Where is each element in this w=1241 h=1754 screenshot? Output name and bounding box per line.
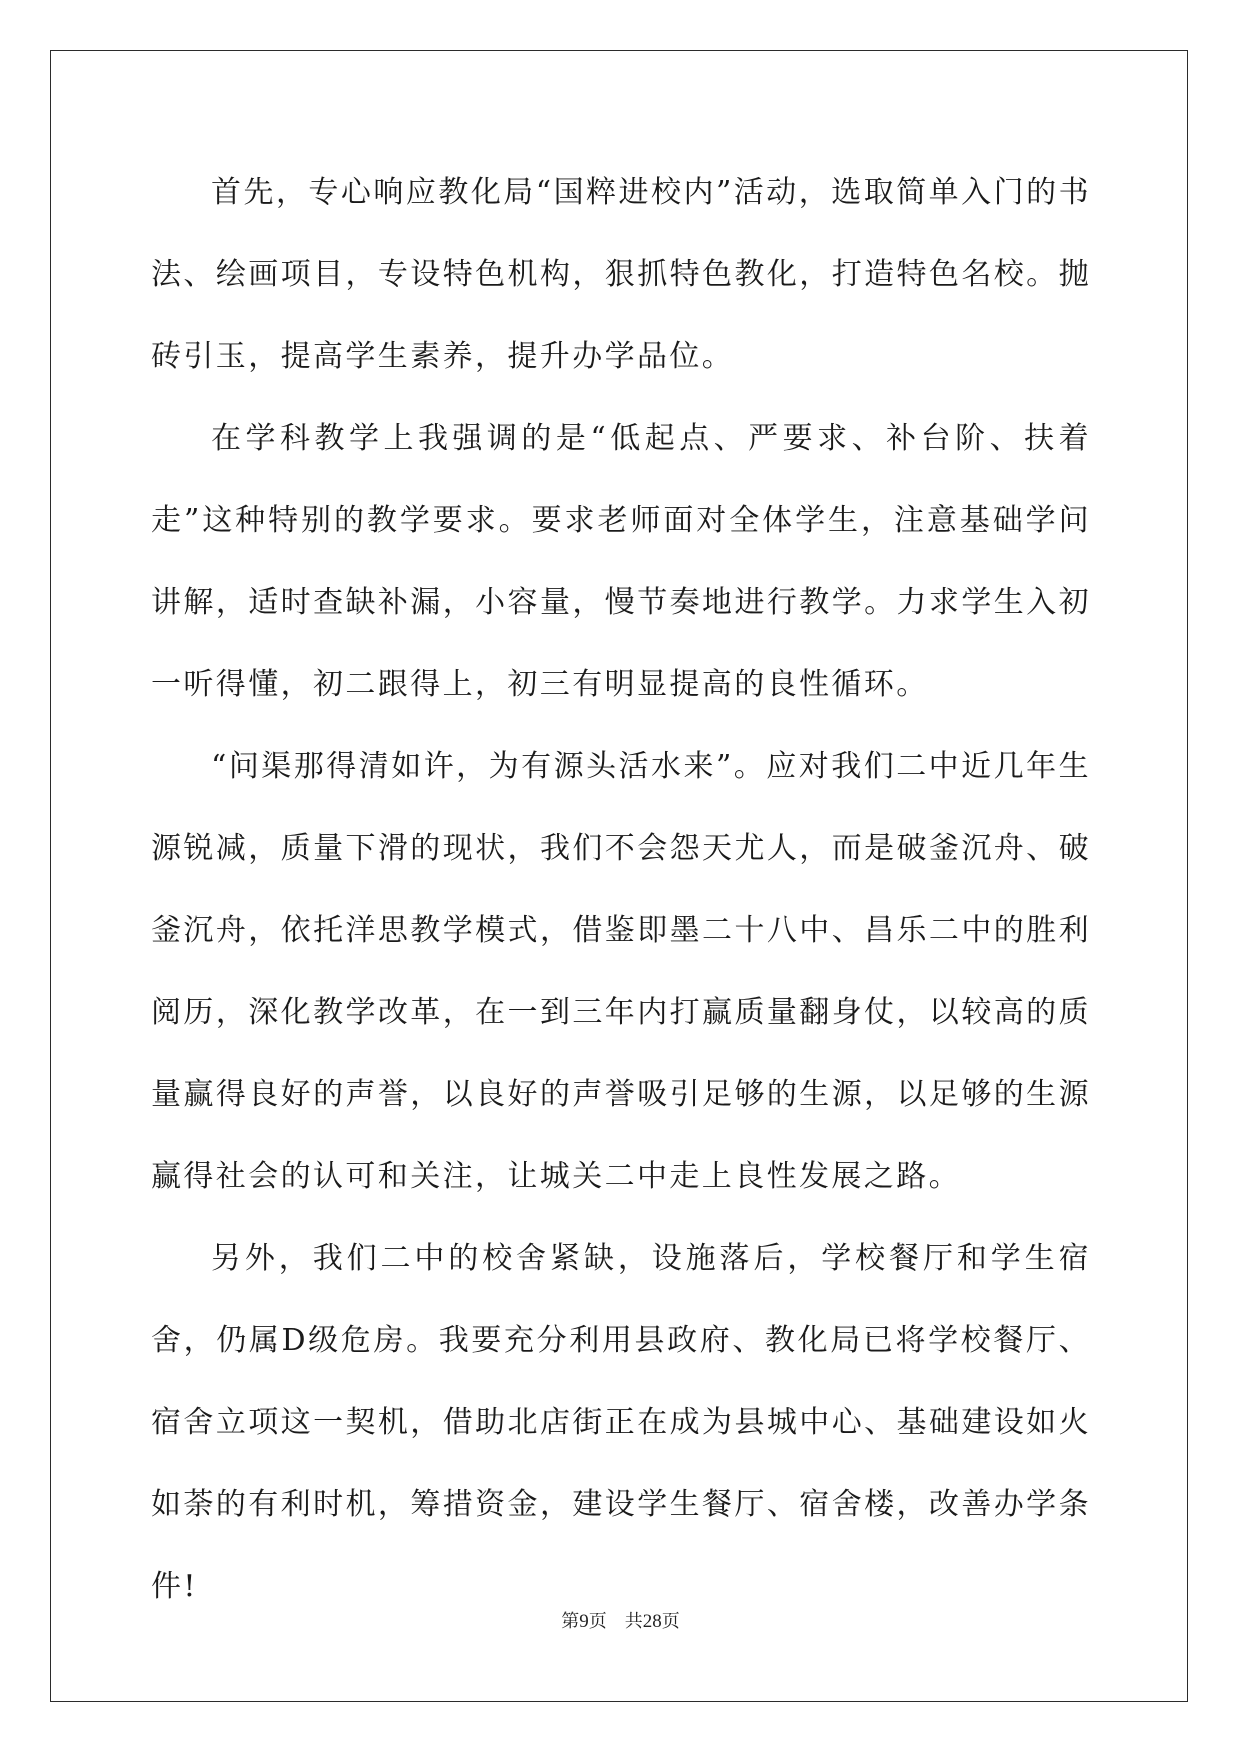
page-number: 9 [579,1611,589,1632]
page-footer [0,1610,1241,1634]
paragraph: 在学科教学上我强调的是“低起点、严要求、补台阶、扶着走”这种特别的教学要求。要求老师面对全体学生，注意基础学问讲解，适时查缺补漏，小容量，慢节奏地进行教学。力求学生入初一听得懂，初二跟得上，初三有明显提高的良性循环。 [151,421,1091,702]
page-suffix: 页 [588,1611,607,1632]
paragraph: 首先，专心响应教化局“国粹进校内”活动，选取简单入门的书法、绘画项目，专设特色机构，狠抓特色教化，打造特色名校。抛砖引玉，提高学生素养，提升办学品位。 [151,175,1091,374]
total-suffix: 页 [661,1611,680,1632]
total-pages: 28 [642,1611,662,1632]
total-prefix: 共 [624,1611,643,1632]
document-body [151,152,1091,1628]
paragraph: “问渠那得清如许，为有源头活水来”。应对我们二中近几年生源锐减，质量下滑的现状，我们不会怨天尤人，而是破釜沉舟、破釜沉舟，依托洋思教学模式，借鉴即墨二十八中、昌乐二中的胜利阅历，深化教学改革，在一到三年内打赢质量翻身仗，以较高的质量赢得良好的声誉，以良好的声誉吸引足够的生源，以足够的生源赢得社会的认可和关注，让城关二中走上良性发展之路。 [151,749,1091,1194]
page-prefix: 第 [561,1611,580,1632]
paragraph: 另外，我们二中的校舍紧缺，设施落后，学校餐厅和学生宿舍，仍属D级危房。我要充分利用县政府、教化局已将学校餐厅、宿舍立项这一契机，借助北店街正在成为县城中心、基础建设如火如荼的有利时机，筹措资金，建设学生餐厅、宿舍楼，改善办学条件! [151,1241,1091,1604]
